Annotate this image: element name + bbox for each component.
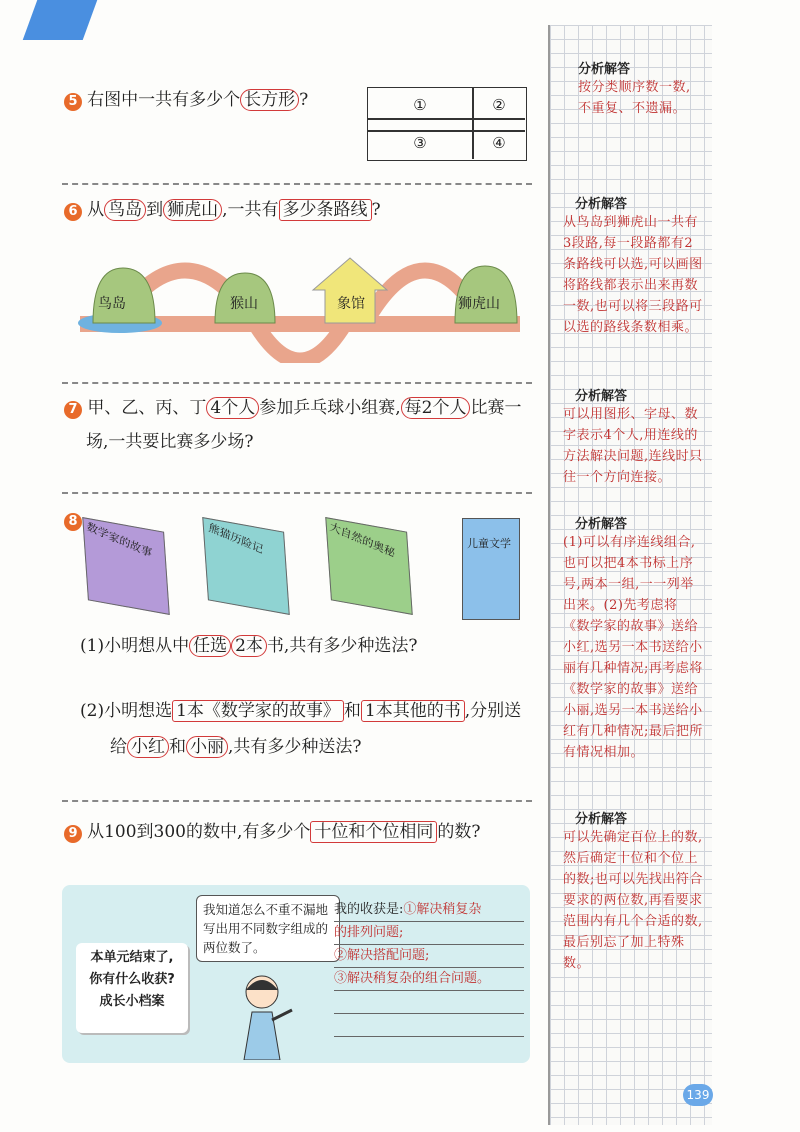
question-5 <box>64 88 308 112</box>
harvest-area: 我的收获是:①解决稍复杂 的排列问题; ②解决搭配问题; ③解决稍复杂的组合问题。 <box>334 899 524 1037</box>
annotation-box: 十位和个位相同 <box>310 821 437 843</box>
question-8 <box>64 510 82 531</box>
grid-divider <box>368 130 525 132</box>
cell-label: ④ <box>492 134 506 152</box>
annotation-circle: 狮虎山 <box>163 199 222 221</box>
annotation-circle: 每2个人 <box>401 397 471 419</box>
question-9-number: 9 <box>64 825 82 843</box>
corner-decoration <box>23 0 98 40</box>
question-6-number: 6 <box>64 203 82 221</box>
book-cover: 大自然的奥秘 <box>325 517 413 615</box>
page-number: 139 <box>683 1084 713 1106</box>
question-7-line2: 场,一共要比赛多少场? <box>86 432 254 452</box>
analysis-text: (1)可以有序连线组合,也可以把4本书标上序号,两本一组,一一列举出来。(2)先考虑将《数学家的故事》送给小红,选另一本书送给小丽有几种情况;再考虑将《数学家的故事》送给小丽,选另一本书送给小红有几种情况;最后把所有情况相加。 <box>563 535 703 760</box>
rectangle-figure <box>367 87 527 161</box>
analysis-text: 可以先确定百位上的数,然后确定十位和个位上的数;也可以先找出符合要求的两位数,再看要求范围内有几个合适的数,最后别忘了加上特殊数。 <box>563 830 703 971</box>
analysis-text: 可以用图形、字母、数字表示4个人,用连线的方法解决问题,连线时只往一个方向连接。 <box>563 407 703 485</box>
analysis-title: 分析解答 <box>578 62 631 77</box>
annotation-circle: 小红 <box>127 736 169 758</box>
section-divider <box>62 382 532 384</box>
speech-bubble: 我知道怎么不重不漏地写出用不同数字组成的两位数了。 <box>196 895 340 962</box>
analysis-title: 分析解答 <box>575 197 628 212</box>
analysis-title: 分析解答 <box>575 812 628 827</box>
annotation-circle: 鸟岛 <box>104 199 146 221</box>
section-divider <box>62 800 532 802</box>
place-label: 鸟岛 <box>98 296 126 312</box>
analysis-text: 按分类顺序数一数,不重复、不遗漏。 <box>578 80 691 116</box>
analysis-block <box>563 193 703 338</box>
question-9: 9 从100到300的数中,有多少个 十位和个位相同 的数? <box>64 820 481 844</box>
annotation-box: 多少条路线 <box>279 199 372 221</box>
question-8-part-2: (2)小明想选 1本《数学家的故事》 和 1本其他的书 ,分别送 给 小红 和 小丽 ,共有多少种送法? <box>80 701 522 757</box>
student-figure <box>222 970 302 1060</box>
analysis-text: 从鸟岛到狮虎山一共有3段路,每一段路都有2条路线可以选,可以画图将路线都表示出来再数一数,也可以将三段路可以选的路线条数相乘。 <box>563 215 703 335</box>
analysis-block <box>578 58 698 119</box>
annotation-circle: 任选 <box>189 635 231 657</box>
analysis-block <box>563 513 703 763</box>
book-cover: 儿童文学 <box>462 518 520 620</box>
analysis-title: 分析解答 <box>575 517 628 532</box>
section-divider <box>62 183 532 185</box>
annotation-circle: 长方形 <box>240 89 299 111</box>
place-label: 象馆 <box>337 296 365 312</box>
analysis-title: 分析解答 <box>575 389 628 404</box>
question-6-text: 从 鸟岛 到 狮虎山 ,一共有 多少条路线 ? <box>87 200 381 220</box>
question-5-number: 5 <box>64 93 82 111</box>
summary-card: 本单元结束了, 你有什么收获? 成长小档案 <box>76 943 188 1033</box>
annotation-circle: 小丽 <box>186 736 228 758</box>
cell-label: ① <box>413 96 427 114</box>
cell-label: ② <box>492 96 506 114</box>
question-7: 7 甲、乙、丙、丁 4个人 参加乒乓球小组赛, 每2个人 比赛一 场,一共要比赛多少场? <box>64 396 534 454</box>
summary-panel <box>62 885 530 1063</box>
book-cover: 熊猫历险记 <box>202 517 290 615</box>
question-7-number: 7 <box>64 401 82 419</box>
cell-label: ③ <box>413 134 427 152</box>
book-cover: 数学家的故事 <box>82 517 170 615</box>
question-5-text: 右图中一共有多少个 长方形 ? <box>87 90 309 110</box>
annotation-box: 1本《数学家的故事》 <box>172 700 344 722</box>
analysis-block <box>563 808 703 974</box>
grid-divider <box>368 118 525 120</box>
section-divider <box>62 492 532 494</box>
analysis-block <box>563 385 703 488</box>
question-8-part-1: (1)小明想从中 任选 2本 书,共有多少种选法? <box>80 636 418 656</box>
question-8-number: 8 <box>64 513 82 531</box>
annotation-circle: 4个人 <box>206 397 259 419</box>
place-label: 狮虎山 <box>458 296 500 312</box>
question-6 <box>64 198 381 222</box>
annotation-circle: 2本 <box>231 635 267 657</box>
annotation-box: 1本其他的书 <box>361 700 465 722</box>
place-label: 猴山 <box>230 296 258 312</box>
